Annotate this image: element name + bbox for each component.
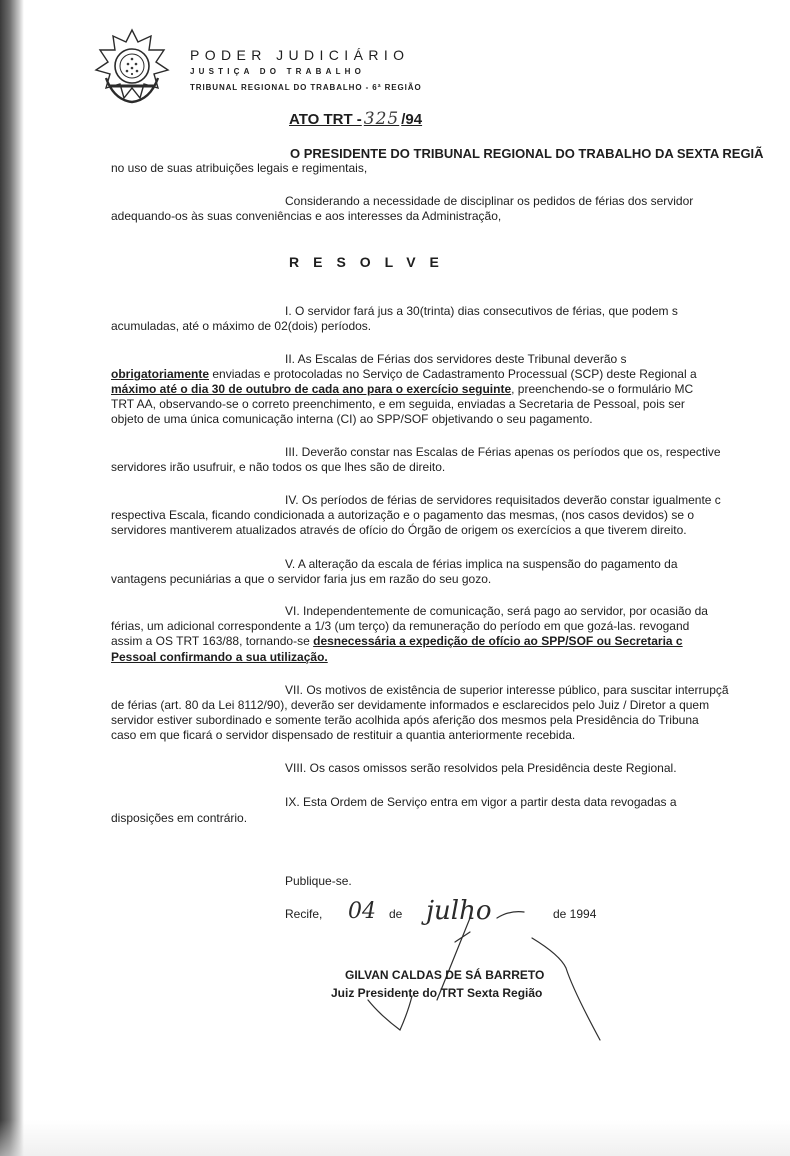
header-poder-judiciario: PODER JUDICIÁRIO (190, 47, 410, 63)
closing-month-handwritten: julho (426, 896, 492, 926)
item-vi-emphasis: desnecessária a expedição de ofício ao SPP/SOF ou Secretaria c (313, 634, 683, 648)
item-iii-line-1: III. Deverão constar nas Escalas de Férias apenas os períodos que os, respective (285, 445, 721, 459)
header-justica-do-trabalho: JUSTIÇA DO TRABALHO (190, 67, 366, 76)
item-viii-line-1: VIII. Os casos omissos serão resolvidos pela Presidência deste Regional. (285, 761, 677, 775)
scan-bottom-shade (0, 1120, 790, 1156)
item-ii-emphasis-obrigatoriamente: obrigatoriamente (111, 367, 210, 381)
item-v-line-1: V. A alteração da escala de férias implica na suspensão do pagamento da (285, 557, 678, 571)
signatory-name: GILVAN CALDAS DE SÁ BARRETO (345, 968, 545, 982)
item-vii-line-4: caso em que ficará o servidor dispensado de restituir a quantia anteriormente recebida. (111, 728, 576, 742)
item-ii-line-1: II. As Escalas de Férias dos servidores deste Tribunal deverão s (285, 352, 627, 366)
item-vi-line-2: férias, um adicional correspondente a 1/3 (um terço) da remuneração do período em que gozá-las. revogand (111, 619, 690, 633)
president-heading: O PRESIDENTE DO TRIBUNAL REGIONAL DO TRABALHO DA SEXTA REGIÃ (290, 146, 764, 161)
item-ii-line-4: TRT AA, observando-se o correto preenchimento, e em seguida, enviadas a Secretaria de Pessoal, pois ser (111, 397, 685, 411)
item-v-line-2: vantagens pecuniárias a que o servidor faria jus em razão do seu gozo. (111, 572, 492, 586)
item-vi-line-1: VI. Independentemente de comunicação, será pago ao servidor, por ocasião da (285, 604, 708, 618)
item-vi-line-3-start: assim a OS TRT 163/88, tornando-se (111, 634, 314, 648)
considering-line-1: Considerando a necessidade de disciplinar os pedidos de férias dos servidor (285, 194, 694, 208)
intro-line: no uso de suas atribuições legais e regimentais, (111, 161, 368, 175)
item-i-line-1: I. O servidor fará jus a 30(trinta) dias consecutivos de férias, que podem s (285, 304, 678, 318)
item-iv-line-3: servidores mantiverem atualizados através de ofício do Órgão de origem os exercícios a que tiverem direito. (111, 523, 687, 537)
closing-city: Recife, (285, 907, 323, 921)
item-vii-line-1: VII. Os motivos de existência de superior interesse público, para suscitar interrupçã (285, 683, 729, 697)
item-iv-line-1: IV. Os períodos de férias de servidores requisitados deverão constar igualmente c (285, 493, 721, 507)
item-ii-line-5: objeto de uma única comunicação interna (CI) ao SPP/SOF objetivando o seu pagamento. (111, 412, 593, 426)
item-ii-line-2-rest: enviadas e protocoladas no Serviço de Cadastramento Processual (SCP) deste Regional a (209, 367, 697, 381)
publique-se: Publique-se. (285, 874, 352, 888)
item-ix-line-1: IX. Esta Ordem de Serviço entra em vigor a partir desta data revogadas a (285, 795, 677, 809)
closing-day-handwritten: 04 (348, 899, 376, 924)
item-vi-line-4: Pessoal confirmando a sua utilização. (111, 650, 328, 664)
act-suffix: /94 (401, 111, 423, 128)
item-ix-line-2: disposições em contrário. (111, 811, 248, 825)
item-i-line-2: acumuladas, até o máximo de 02(dois) períodos. (111, 319, 372, 333)
act-prefix: ATO TRT - (289, 111, 362, 128)
item-iv-line-2: respectiva Escala, ficando condicionada a autorização e o pagamento das mesmas, (nos casos devidos) se o (111, 508, 694, 522)
resolve-heading: RESOLVE (289, 254, 453, 270)
item-ii-emphasis-deadline: máximo até o dia 30 de outubro de cada ano para o exercício seguinte (111, 382, 512, 396)
item-vii-line-2: de férias (art. 80 da Lei 8112/90), deverão ser devidamente informados e esclarecidos pelo Juiz / Diretor a quem (111, 698, 710, 712)
header-tribunal-regional: TRIBUNAL REGIONAL DO TRABALHO - 6ª REGIÃO (190, 83, 422, 92)
act-number-handwritten: 325 (363, 109, 400, 129)
considering-line-2: adequando-os às suas conveniências e aos interesses da Administração, (111, 209, 502, 223)
closing-de: de (389, 907, 403, 921)
item-ii-line-3-rest: , preenchendo-se o formulário MC (511, 382, 694, 396)
closing-year: de 1994 (553, 907, 597, 921)
signatory-role: Juiz Presidente do TRT Sexta Região (331, 986, 543, 1000)
item-vii-line-3: servidor estiver subordinado e somente terão acolhida após aferição dos mesmos pela Presidência do Tribuna (111, 713, 699, 727)
item-iii-line-2: servidores irão usufruir, e não todos os que lhes são de direito. (111, 460, 446, 474)
